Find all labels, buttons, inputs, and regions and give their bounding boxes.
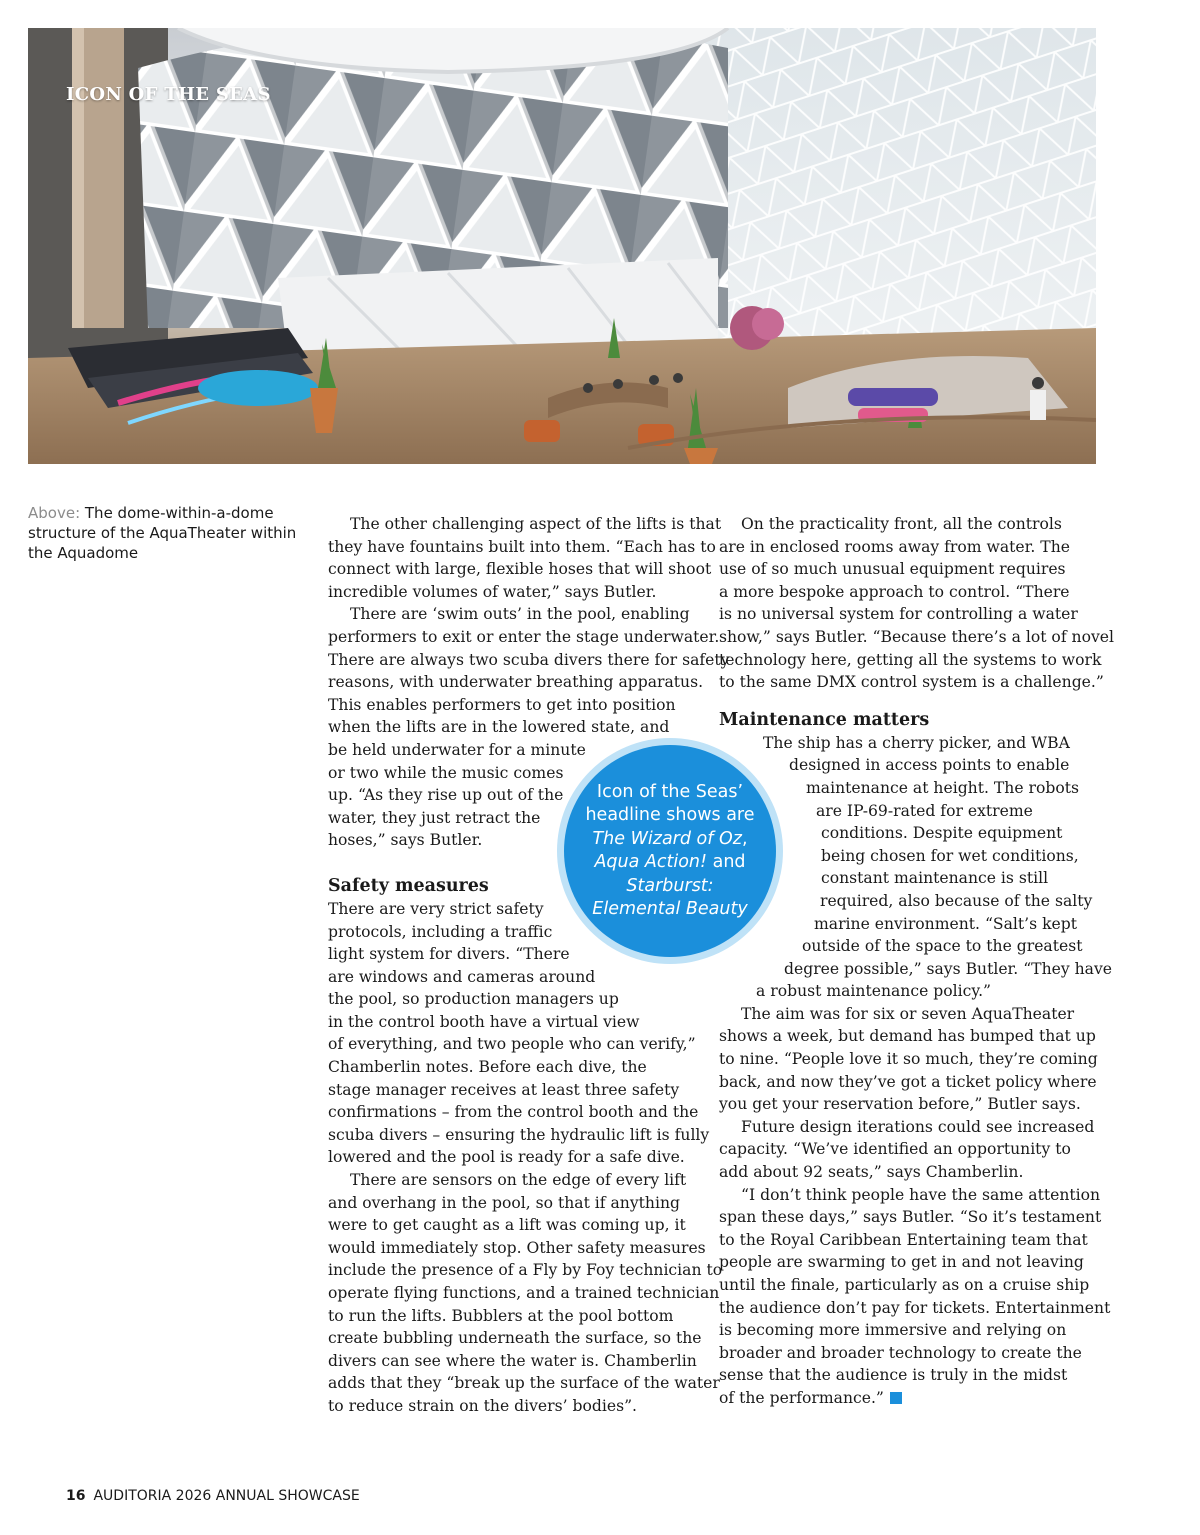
text-line: There are sensors on the edge of every lift bbox=[350, 1171, 687, 1190]
text-line: marine environment. “Salt’s kept bbox=[814, 914, 1077, 933]
text-line: span these days,” says Butler. “So it’s testament bbox=[719, 1208, 1102, 1227]
text-line: to the same DMX control system is a challenge.” bbox=[719, 673, 1104, 692]
caption-lead: Above: bbox=[28, 504, 81, 522]
text-line: the pool, so production managers up bbox=[328, 990, 619, 1009]
paragraph bbox=[328, 513, 722, 603]
text-line: add about 92 seats,” says Chamberlin. bbox=[719, 1163, 1024, 1182]
text-line: back, and now they’ve got a ticket policy where bbox=[719, 1072, 1097, 1091]
article-column-1 bbox=[328, 513, 730, 1418]
text-line: to reduce strain on the divers’ bodies”. bbox=[328, 1396, 638, 1415]
page-footer bbox=[66, 1488, 360, 1504]
text-line: constant maintenance is still bbox=[821, 869, 1049, 888]
text-line: Chamberlin notes. Before each dive, the bbox=[328, 1058, 647, 1077]
show-title: The Wizard of Oz bbox=[592, 828, 742, 849]
text-line: lowered and the pool is ready for a safe dive. bbox=[328, 1148, 685, 1167]
text-line: are IP-69-rated for extreme bbox=[816, 801, 1033, 820]
text-line: stage manager receives at least three safety bbox=[328, 1080, 680, 1099]
text-line: in the control booth have a virtual view bbox=[328, 1012, 640, 1031]
text-line: create bubbling underneath the surface, so the bbox=[328, 1329, 702, 1348]
text-line: up. “As they rise up out of the bbox=[328, 786, 564, 805]
text-line: use of so much unusual equipment requires bbox=[719, 560, 1066, 579]
text-line: being chosen for wet conditions, bbox=[821, 846, 1079, 865]
text-line: include the presence of a Fly by Foy technician to bbox=[328, 1261, 723, 1280]
text-line: show,” says Butler. “Because there’s a lot of novel bbox=[719, 627, 1115, 646]
text-line: a more bespoke approach to control. “There bbox=[719, 582, 1070, 601]
pull-quote-text bbox=[582, 781, 758, 922]
text-line: maintenance at height. The robots bbox=[806, 778, 1080, 797]
text-line: Future design iterations could see increased bbox=[741, 1117, 1095, 1136]
text-line: when the lifts are in the lowered state, and bbox=[328, 718, 670, 737]
text-line: is becoming more immersive and relying on bbox=[719, 1321, 1067, 1340]
text-line: The aim was for six or seven AquaTheater bbox=[741, 1004, 1075, 1023]
text-line: divers can see where the water is. Chamberlin bbox=[328, 1351, 697, 1370]
text-line: to nine. “People love it so much, they’re coming bbox=[719, 1050, 1098, 1069]
text-line: a robust maintenance policy.” bbox=[756, 982, 992, 1001]
article-column-2 bbox=[719, 513, 1115, 1410]
text-line: until the finale, particularly as on a cruise ship bbox=[719, 1276, 1090, 1294]
hero-photo bbox=[28, 28, 1096, 464]
text-line: were to get caught as a lift was coming up, it bbox=[328, 1216, 686, 1235]
text-line: water, they just retract the bbox=[328, 808, 541, 827]
text-line: or two while the music comes bbox=[328, 763, 564, 782]
show-title: Starburst: Elemental Beauty bbox=[592, 875, 748, 919]
text-line: of the performance.” bbox=[719, 1388, 884, 1407]
text-line: hoses,” says Butler. bbox=[328, 831, 483, 850]
text-line: designed in access points to enable bbox=[789, 756, 1070, 775]
pull-quote-separator: and bbox=[707, 852, 746, 872]
text-line: to the Royal Caribbean Entertaining team that bbox=[719, 1230, 1088, 1249]
text-line: connect with large, flexible hoses that will shoot bbox=[328, 560, 712, 579]
text-line: The other challenging aspect of the lifts is that bbox=[350, 515, 722, 533]
text-line: are windows and cameras around bbox=[328, 967, 596, 986]
text-line: would immediately stop. Other safety measures bbox=[328, 1238, 706, 1257]
text-line: people are swarming to get in and not leaving bbox=[719, 1253, 1084, 1272]
text-line: performers to exit or enter the stage underwater. bbox=[328, 627, 720, 646]
paragraph bbox=[719, 1184, 1111, 1410]
text-line: conditions. Despite equipment bbox=[821, 824, 1063, 843]
text-line: There are ‘swim outs’ in the pool, enabling bbox=[350, 605, 690, 624]
text-line: broader and broader technology to create the bbox=[719, 1343, 1082, 1362]
text-line: technology here, getting all the systems to work bbox=[719, 650, 1102, 669]
text-line: required, also because of the salty bbox=[820, 891, 1093, 910]
text-line: degree possible,” says Butler. “They have bbox=[784, 959, 1113, 978]
text-line: This enables performers to get into position bbox=[328, 695, 676, 714]
paragraph bbox=[328, 1169, 723, 1418]
text-line: There are always two scuba divers there for safety bbox=[328, 650, 730, 669]
last-line bbox=[719, 1387, 1091, 1410]
text-line: adds that they “break up the surface of the water bbox=[328, 1374, 720, 1393]
pull-quote-intro: Icon of the Seas’ headline shows are bbox=[585, 781, 755, 825]
text-line: are in enclosed rooms away from water. The bbox=[719, 537, 1070, 556]
text-line: scuba divers – ensuring the hydraulic lift is fully bbox=[328, 1125, 710, 1144]
text-line: incredible volumes of water,” says Butler. bbox=[328, 582, 657, 601]
text-line: is no universal system for controlling a water bbox=[719, 605, 1078, 624]
section-heading-maintenance: Maintenance matters bbox=[719, 709, 930, 730]
text-line: shows a week, but demand has bumped that up bbox=[719, 1027, 1096, 1046]
text-line: “I don’t think people have the same attention bbox=[741, 1185, 1101, 1204]
text-line: On the practicality front, all the controls bbox=[741, 515, 1062, 533]
text-line: sense that the audience is truly in the midst bbox=[719, 1366, 1068, 1385]
text-line: to run the lifts. Bubblers at the pool bottom bbox=[328, 1306, 674, 1325]
text-line: you get your reservation before,” Butler says. bbox=[719, 1095, 1081, 1114]
text-line: There are very strict safety bbox=[328, 899, 544, 918]
text-line: they have fountains built into them. “Each has to bbox=[328, 537, 716, 556]
text-line: of everything, and two people who can verify,” bbox=[328, 1035, 696, 1054]
text-line: outside of the space to the greatest bbox=[802, 937, 1083, 956]
text-line: the audience don’t pay for tickets. Entertainment bbox=[719, 1298, 1111, 1317]
publication-name: AUDITORIA 2026 ANNUAL SHOWCASE bbox=[93, 1488, 360, 1504]
caption-text: The dome-within-a-dome structure of the AquaTheater within the Aquadome bbox=[28, 504, 297, 562]
text-line: capacity. “We’ve identified an opportunity to bbox=[719, 1140, 1071, 1159]
photo-caption bbox=[28, 503, 308, 563]
text-line: protocols, including a traffic bbox=[328, 922, 553, 941]
text-line: confirmations – from the control booth and the bbox=[328, 1103, 699, 1122]
pull-quote-separator: , bbox=[741, 828, 748, 849]
text-line: be held underwater for a minute bbox=[328, 740, 586, 759]
paragraph bbox=[719, 732, 1113, 1003]
page-number: 16 bbox=[66, 1488, 86, 1504]
section-heading-safety: Safety measures bbox=[328, 875, 489, 896]
paragraph bbox=[719, 513, 1115, 694]
text-line: and overhang in the pool, so that if anything bbox=[328, 1193, 680, 1212]
end-of-article-square-icon bbox=[890, 1392, 902, 1404]
paragraph bbox=[719, 1003, 1098, 1116]
text-line: The ship has a cherry picker, and WBA bbox=[763, 733, 1070, 752]
text-line: light system for divers. “There bbox=[328, 945, 570, 964]
text-line: operate flying functions, and a trained technician bbox=[328, 1284, 720, 1302]
pull-quote-circle bbox=[564, 745, 776, 957]
photo-label: ICON OF THE SEAS bbox=[66, 84, 271, 105]
text-line: reasons, with underwater breathing apparatus. bbox=[328, 673, 704, 692]
show-title: Aqua Action! bbox=[594, 852, 708, 872]
paragraph bbox=[719, 1116, 1095, 1184]
